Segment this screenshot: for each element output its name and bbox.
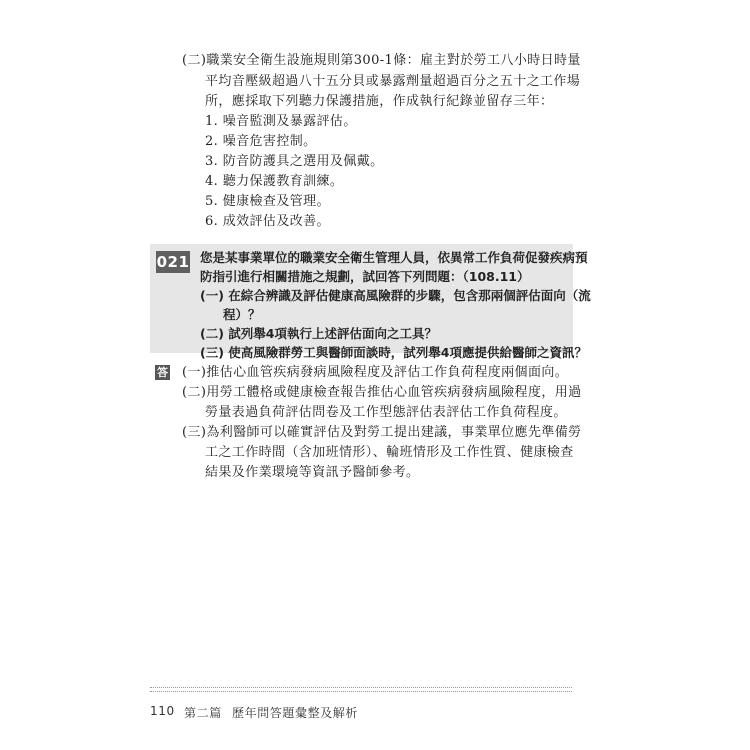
answer-line: (二)用勞工體格或健康檢查報告推估心血管疾病發病風險程度，用過: [182, 385, 582, 400]
intro-line: 平均音壓級超過八十五分貝或暴露劑量超過百分之五十之工作場: [205, 74, 581, 89]
intro-item: 3. 防音防護具之選用及佩戴。: [205, 154, 384, 169]
intro-item: 4. 聽力保護教育訓練。: [205, 174, 344, 189]
answer-line: (三)為利醫師可以確實評估及對勞工提出建議，事業單位應先準備勞: [182, 425, 582, 440]
answer-line: 結果及作業環境等資訊予醫師參考。: [205, 465, 420, 480]
footer-section: 第二篇: [184, 706, 222, 720]
intro-item: 6. 成效評估及改善。: [205, 214, 330, 229]
page-number: 110: [150, 704, 175, 718]
intro-item: 1. 噪音監測及暴露評估。: [205, 114, 357, 129]
answer-line: 工之工作時間（含加班情形）、輪班情形及工作性質、健康檢查: [205, 445, 574, 460]
question-subitem: 程）？: [223, 307, 261, 322]
intro-line: 所，應採取下列聽力保護措施，作成執行紀錄並留存三年：: [205, 94, 554, 109]
question-number-badge: 021: [156, 253, 190, 271]
answer-line: 勞量表過負荷評估問卷及工作型態評估表評估工作負荷程度。: [205, 405, 567, 420]
question-line: 您是某事業單位的職業安全衛生管理人員，依異常工作負荷促發疾病預: [200, 250, 588, 265]
question-subitem: (三) 使高風險群勞工與醫師面談時，試列舉4項應提供給醫師之資訊？: [200, 345, 587, 360]
intro-item: 5. 健康檢查及管理。: [205, 194, 330, 209]
question-subitem: (二) 試列舉4項執行上述評估面向之工具？: [200, 326, 437, 341]
question-subitem: (一) 在綜合辨識及評估健康高風險群的步驟，包含那兩個評估面向（流: [200, 288, 591, 303]
footer-divider: [150, 687, 572, 692]
answer-icon: 答: [157, 366, 168, 379]
footer-title: 歷年問答題彙整及解析: [232, 706, 359, 720]
intro-line: (二)職業安全衛生設施規則第300-1條：雇主對於勞工八小時日時量: [182, 53, 581, 68]
answer-line: (一)推估心血管疾病發病風險程度及評估工作負荷程度兩個面向。: [182, 365, 569, 380]
intro-item: 2. 噪音危害控制。: [205, 134, 317, 149]
question-line: 防指引進行相關措施之規劃，試回答下列問題：（108.11）: [200, 269, 530, 284]
